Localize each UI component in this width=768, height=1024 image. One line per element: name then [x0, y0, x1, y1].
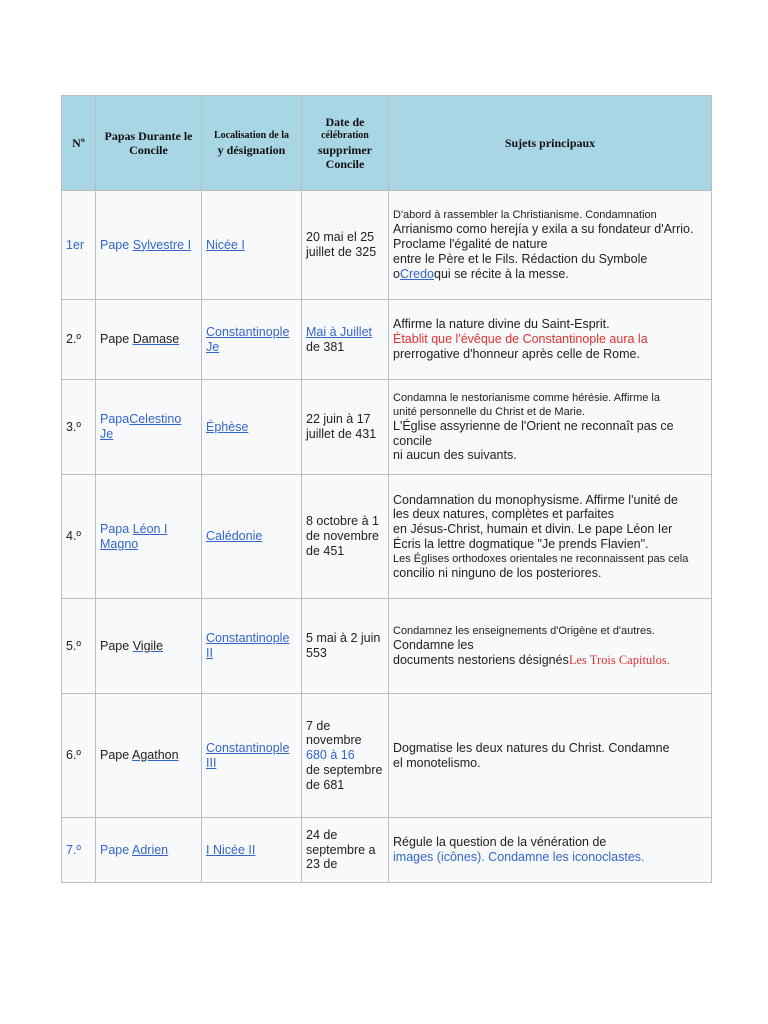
row-date: 20 mai el 25 juillet de 325	[302, 191, 389, 300]
row-location	[202, 380, 302, 475]
row-pope: Pape Adrien	[96, 818, 202, 883]
header-location: Localisation de la y désignation	[202, 96, 302, 191]
row-date: 5 mai à 2 juin 553	[302, 599, 389, 694]
pope-link[interactable]: Vigile	[132, 638, 164, 653]
header-date: Date de célébration supprimer Concile	[302, 96, 389, 191]
location-link[interactable]: Constantinople II	[206, 631, 290, 660]
location-link[interactable]: Éphèse	[206, 419, 249, 434]
row-location	[202, 818, 302, 883]
date-link[interactable]: 680 à 16	[306, 748, 355, 763]
row-pope: Pape Agathon	[96, 694, 202, 818]
row-topics: Condamnez les enseignements d'Origène et d'autres. Condamne les documents nestoriens désignésLes Trois Capitulos.	[389, 599, 712, 694]
table-row	[62, 694, 712, 818]
table-row	[62, 300, 712, 380]
row-date: 7 de novembre 680 à 16 de septembre de 681	[302, 694, 389, 818]
row-number: 6.º	[62, 694, 96, 818]
pope-link[interactable]: Agathon	[132, 748, 179, 763]
row-date: 22 juin à 17 juillet de 431	[302, 380, 389, 475]
row-location	[202, 191, 302, 300]
header-topics: Sujets principaux	[389, 96, 712, 191]
row-topics: Condamnation du monophysisme. Affirme l'unité de les deux natures, complètes et parfaites en Jésus-Christ, humain et divin. Le pape Léon Ier Écris la lettre dogmatique "Je prends Flavien". Les Églises orthodoxes orientales ne reconnaissent pas cela concilio ni ninguno de los posteriores.	[389, 475, 712, 599]
row-location	[202, 475, 302, 599]
location-link[interactable]: Constantinople III	[206, 740, 290, 770]
pope-link[interactable]: Damase	[132, 332, 180, 347]
row-number: 3.º	[62, 380, 96, 475]
row-date: 8 octobre à 1 de novembre de 451	[302, 475, 389, 599]
row-pope: Pape Vigile	[96, 599, 202, 694]
row-date: 24 de septembre a 23 de	[302, 818, 389, 883]
header-row	[62, 96, 712, 191]
pope-link[interactable]: Sylvestre I	[132, 237, 192, 252]
table-row	[62, 191, 712, 300]
header-pope: Papas Durante le Concile	[96, 96, 202, 191]
credo-link[interactable]: Credo	[399, 266, 434, 281]
pope-link[interactable]: Celestino Je	[100, 412, 182, 441]
row-topics: Régule la question de la vénération de images (icônes). Condamne les iconoclastes.	[389, 818, 712, 883]
row-topics: D'abord à rassembler la Christianisme. Condamnation Arrianismo como herejía y exila a su fondateur d'Arrio. Proclame l'égalité de nature entre le Père et le Fils. Rédaction du Symbole oCredoqui se récite à la messe.	[389, 191, 712, 300]
row-location	[202, 300, 302, 380]
row-number: 5.º	[62, 599, 96, 694]
councils-table	[61, 95, 712, 883]
row-topics: Condamna le nestorianisme comme hérésie. Affirme la unité personnelle du Christ et de Marie. L'Église assyrienne de l'Orient ne reconnaît pas ce concile ni aucun des suivants.	[389, 380, 712, 475]
location-link[interactable]: Nicée I	[206, 237, 245, 252]
row-number: 4.º	[62, 475, 96, 599]
row-number: 2.º	[62, 300, 96, 380]
table-row	[62, 475, 712, 599]
header-number: Nº	[62, 96, 96, 191]
table-row	[62, 818, 712, 883]
location-link[interactable]: Calédonie	[206, 529, 263, 544]
table-row	[62, 599, 712, 694]
pope-link[interactable]: Léon I Magno	[100, 521, 168, 551]
row-pope: Pape Sylvestre I	[96, 191, 202, 300]
row-number: 7.º	[62, 818, 96, 883]
row-pope: Papa Léon I Magno	[96, 475, 202, 599]
row-location	[202, 694, 302, 818]
row-pope: Pape Damase	[96, 300, 202, 380]
location-link[interactable]: I Nicée II	[206, 842, 256, 857]
row-date: Mai à Juillet de 381	[302, 300, 389, 380]
row-topics: Affirme la nature divine du Saint-Esprit. Établit que l'évêque de Constantinople aura la prerrogative d'honneur après celle de Rome.	[389, 300, 712, 380]
date-link[interactable]: Mai à Juillet	[306, 324, 372, 339]
row-number: 1er	[62, 191, 96, 300]
row-topics: Dogmatise les deux natures du Christ. Condamne el monotelismo.	[389, 694, 712, 818]
row-location	[202, 599, 302, 694]
iconoclasts-link[interactable]: images (icônes). Condamne les iconoclastes.	[393, 850, 645, 864]
location-link[interactable]: Constantinople Je	[206, 324, 290, 354]
table-row	[62, 380, 712, 475]
pope-link[interactable]: Adrien	[132, 842, 169, 857]
row-pope: PapaCelestino Je	[96, 380, 202, 475]
